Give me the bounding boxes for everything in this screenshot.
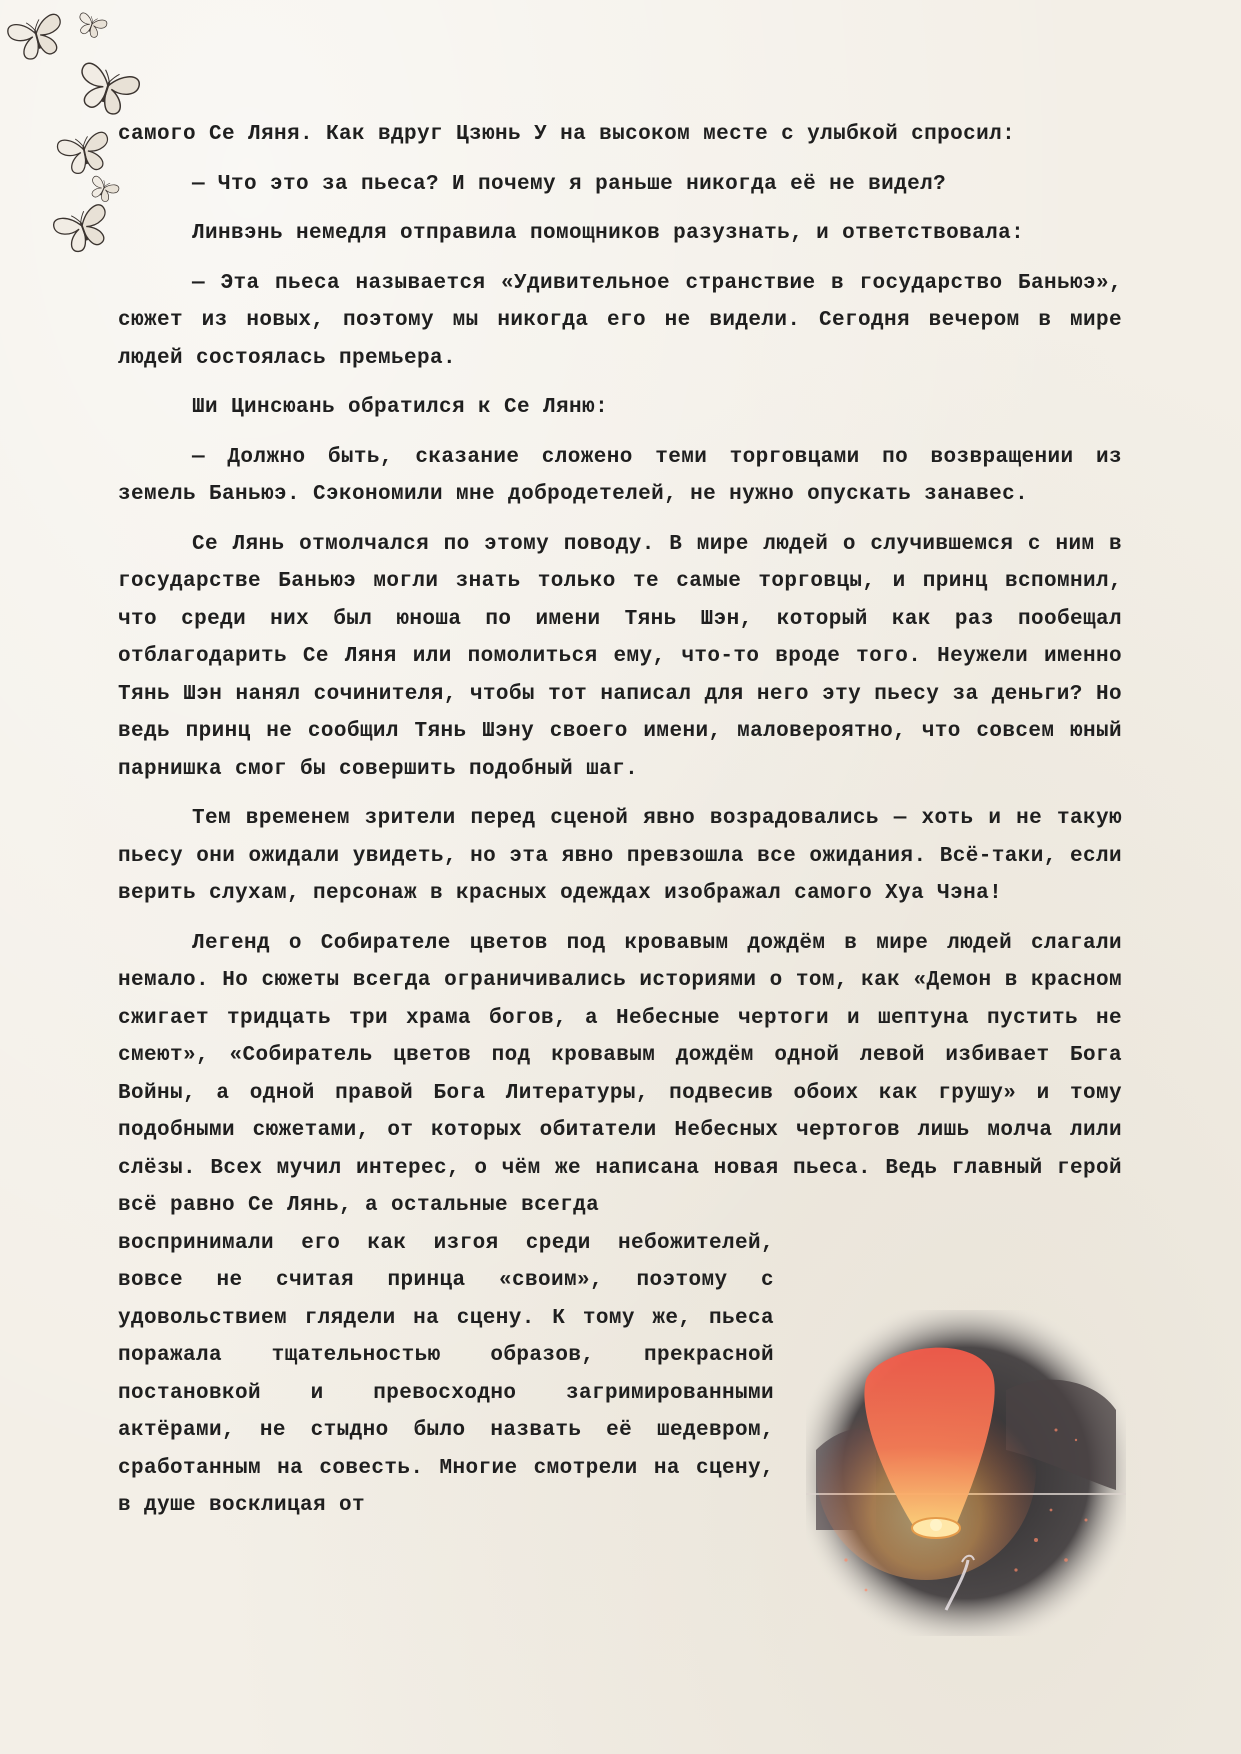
butterfly-icon [75, 12, 108, 40]
paragraph: воспринимали его как изгоя среди небожителей, вовсе не считая принца «своим», поэтому с удовольствием глядели на сцену. К тому же, пьеса поражала тщательностью образов, прекрасной постановкой и превосходно загримированными актёрами, не стыдно было назвать её шедевром, сработанным на совесть. Многие смотрели на сцену, в душе восклицая от [118, 1231, 774, 1517]
paragraph: Ши Цинсюань обратился к Се Ляню: [192, 396, 609, 419]
paragraph: Се Лянь отмолчался по этому поводу. В мире людей о случившемся с ним в государстве Баньюэ могли знать только те самые торговцы, и принц вспомнил, что среди них был юноша по имени Тянь Шэн, который как раз пообещал отблагодарить Се Ляня или помолиться ему, что-то вроде того. Неужели именно Тянь Шэн нанял сочинителя, чтобы тот написал для него эту пьесу за деньги? Но ведь принц не сообщил Тянь Шэну своего имени, маловероятно, что совсем юный парнишка смог бы совершить подобный шаг. [118, 532, 1122, 781]
butterfly-icon [6, 13, 67, 63]
paragraph: — Что это за пьеса? И почему я раньше никогда её не видел? [192, 172, 947, 196]
butterfly-icon [86, 175, 120, 205]
paragraph: самого Се Ляня. Как вдруг Цзюнь У на высоком месте с улыбкой спросил: [118, 123, 1016, 146]
sky-lantern-illustration [806, 1310, 1126, 1636]
butterfly-icon [72, 61, 141, 119]
paragraph: Тем временем зрители перед сценой явно возрадовались — хоть и не такую пьесу они ожидали увидеть, но эта явно превзошла все ожидания. Всё-таки, если верить слухам, персонаж в красных одеждах изображал самого Хуа Чэна! [118, 807, 1122, 905]
paragraph: — Эта пьеса называется «Удивительное странствие в государство Баньюэ», сюжет из новых, поэтому мы никогда его не видели. Сегодня вечером в мире людей состоялась премьера. [118, 271, 1122, 370]
butterfly-icon [56, 131, 113, 176]
paragraph: — Должно быть, сказание сложено теми торговцами по возвращении из земель Баньюэ. Сэкономили мне добродетелей, не нужно опускать занавес. [118, 445, 1122, 506]
paragraph: Легенд о Собирателе цветов под кровавым дождём в мире людей слагали немало. Но сюжеты всегда ограничивались историями о том, как «Демон в красном сжигает тридцать три храма богов, а Небесные чертоги и шептуна пустить не смеют», «Собиратель цветов под кровавым дождём одной левой избивает Бога Войны, а одной правой Бога Литературы, подвесив обоих как грушу» и тому подобными сюжетами, от которых обитатели Небесных чертогов лишь молча лили слёзы. Всех мучил интерес, о чём же написана новая пьеса. Ведь главный герой всё равно Се Лянь, а остальные всегда [118, 931, 1122, 1217]
butterfly-icon [52, 203, 115, 257]
paragraph: Линвэнь немедля отправила помощников разузнать, и ответствовала: [192, 222, 1025, 245]
